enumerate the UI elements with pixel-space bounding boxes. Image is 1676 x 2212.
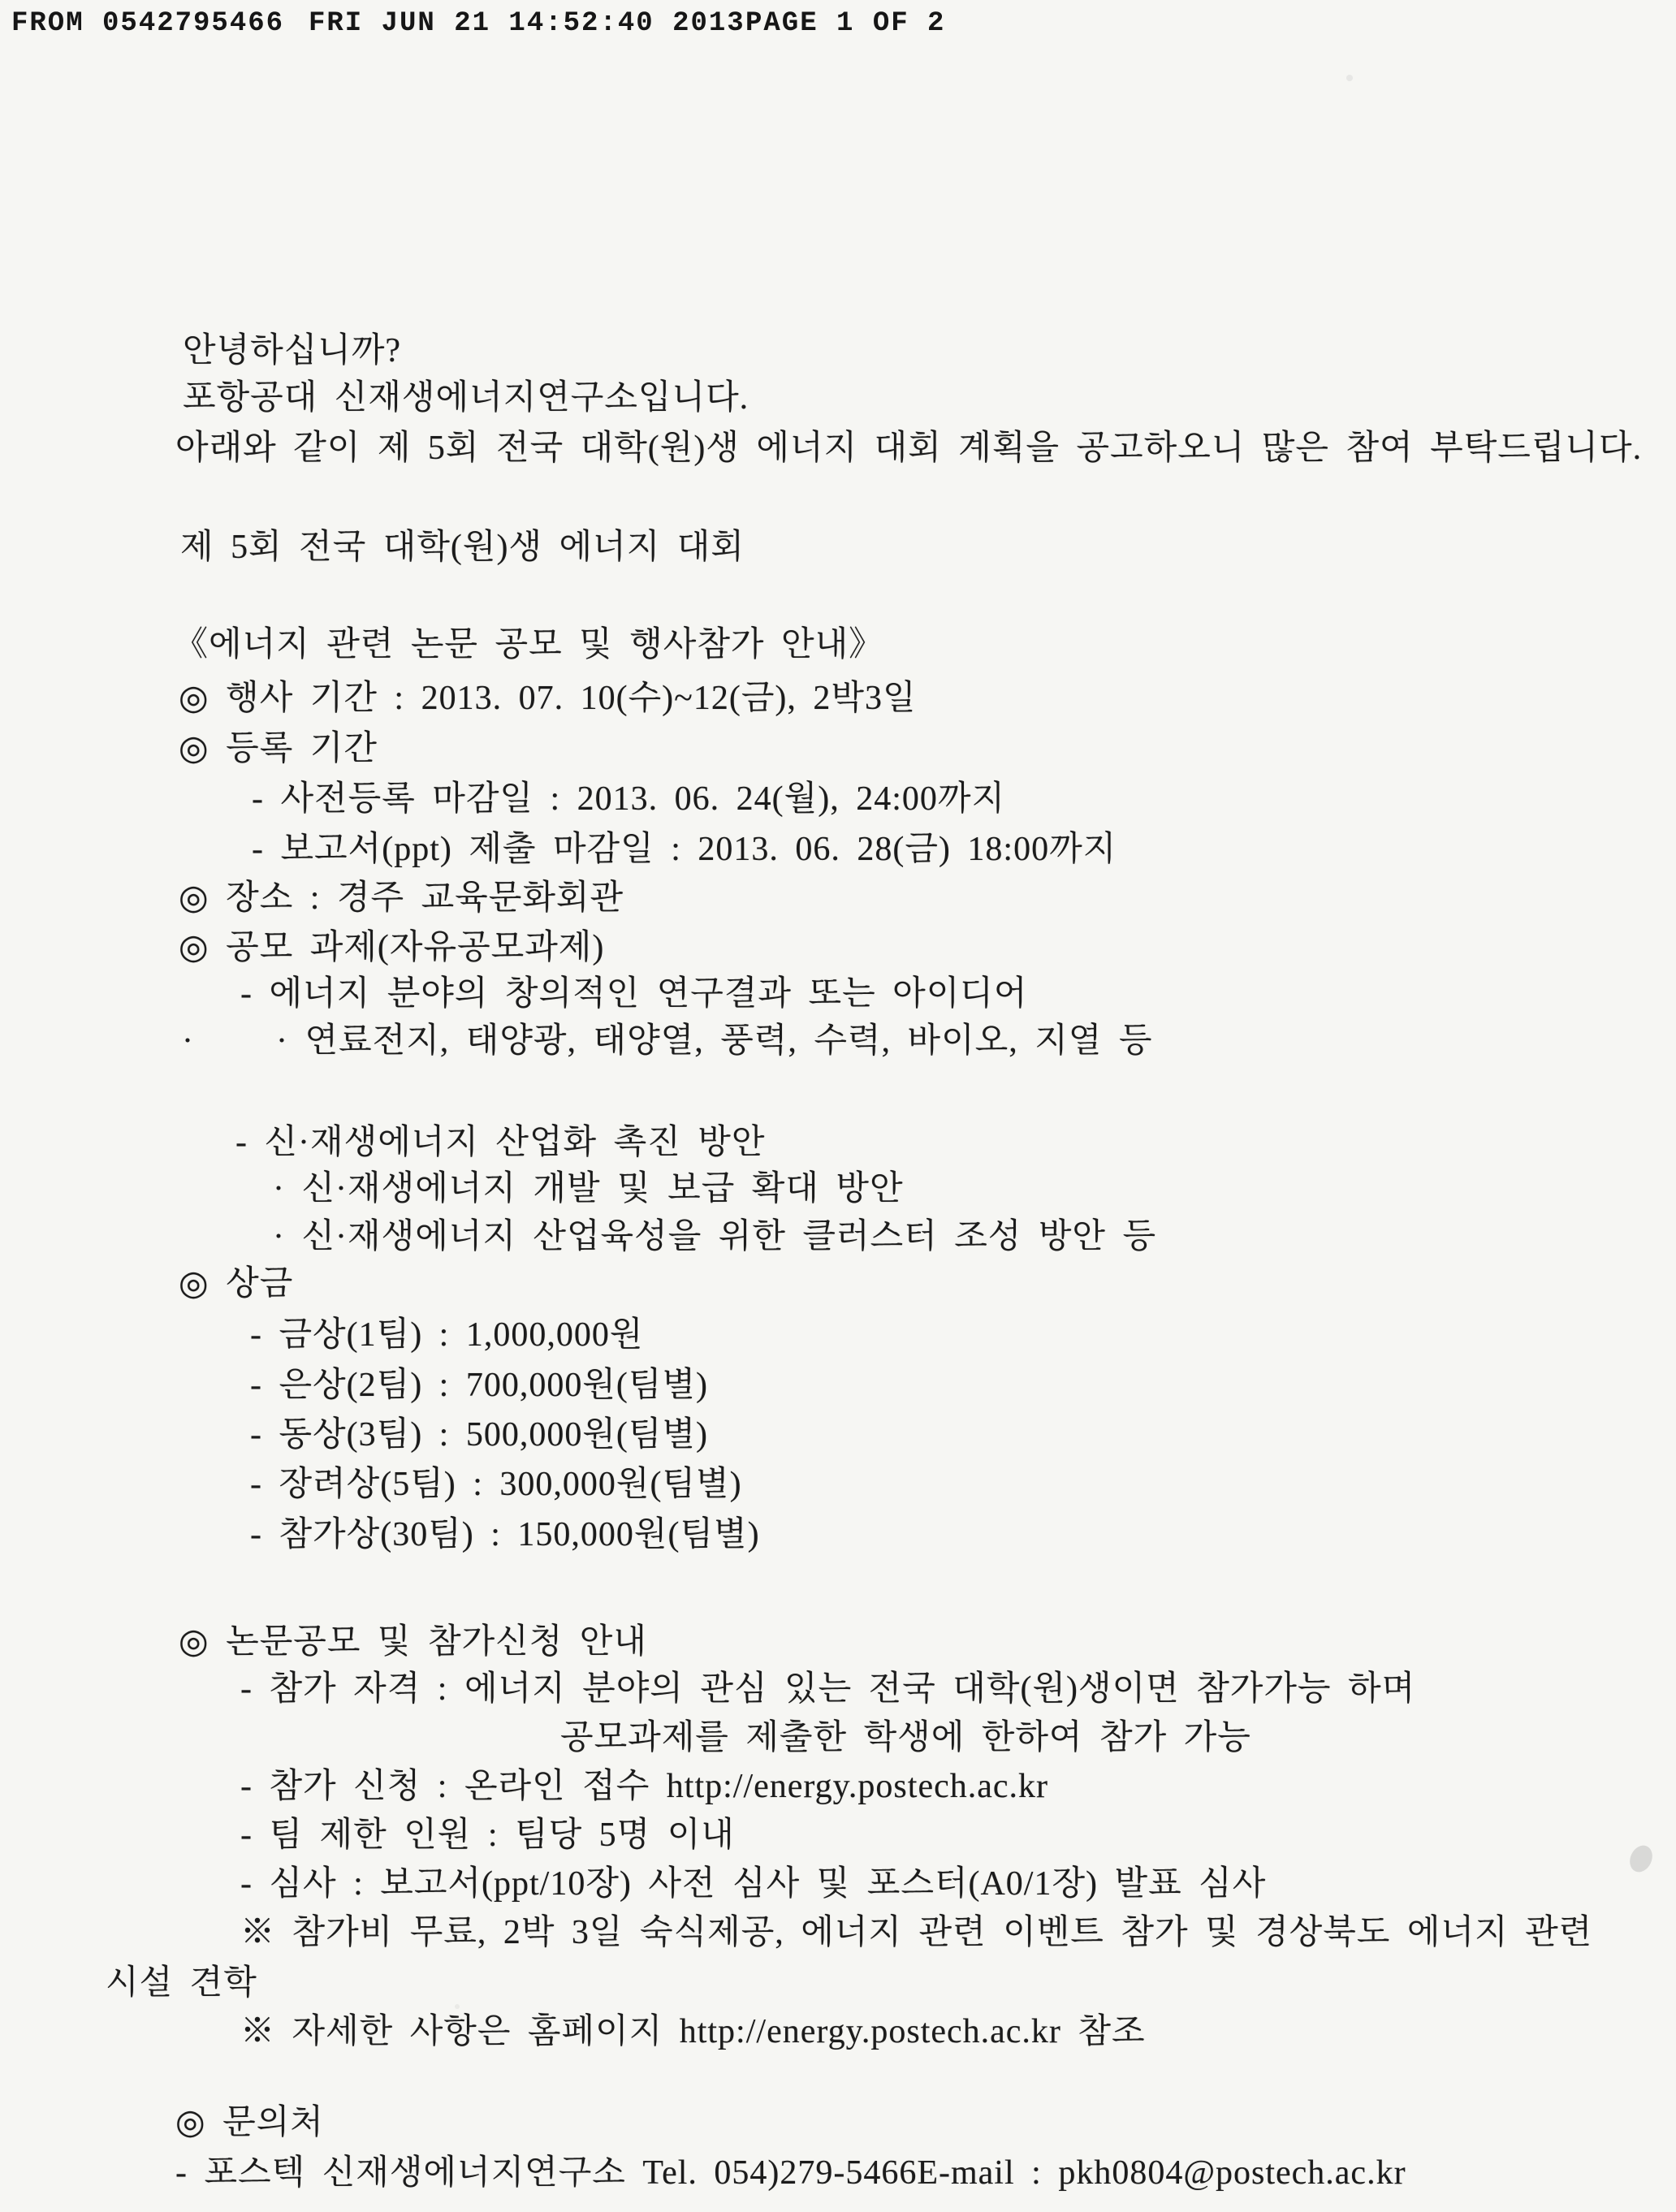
document-line: 공모과제를 제출한 학생에 한하여 참가 가능 [560, 1719, 1251, 1756]
document-line: ◎ 공모 과제(자유공모과제) [179, 929, 605, 966]
document-line: ※ 자세한 사항은 홈페이지 http://energy.postech.ac.kr 참조 [240, 2013, 1146, 2050]
document-line: - 은상(2팀) : 700,000원(팀별) [250, 1367, 709, 1404]
fax-sender-number: FROM 0542795466 [11, 8, 285, 39]
document-line: ◎ 등록 기간 [179, 730, 378, 767]
document-line: - 참가상(30팀) : 150,000원(팀별) [250, 1516, 760, 1553]
document-line: 포항공대 신재생에너지연구소입니다. [183, 379, 749, 417]
fax-page-count: PAGE 1 OF 2 [745, 8, 946, 39]
document-line: - 포스텍 신재생에너지연구소 Tel. 054)279-5466E-mail : pkh0804@postech.ac.kr [175, 2154, 1406, 2192]
document-line: - 동상(3팀) : 500,000원(팀별) [250, 1416, 709, 1454]
document-line: - 장려상(5팀) : 300,000원(팀별) [250, 1466, 742, 1503]
document-line: ※ 참가비 무료, 2박 3일 숙식제공, 에너지 관련 이벤트 참가 및 경상북도 에너지 관련 [240, 1914, 1593, 1951]
fax-datetime: FRI JUN 21 14:52:40 2013 [309, 8, 745, 39]
document-line: ◎ 장소 : 경주 교육문화회관 [179, 879, 624, 917]
document-line: 아래와 같이 제 5회 전국 대학(원)생 에너지 대회 계획을 공고하오니 많은 참여 부탁드립니다. [175, 430, 1643, 467]
scan-speck-artifact [1346, 75, 1353, 81]
document-line: 시설 견학 [106, 1964, 257, 2002]
document-line: 제 5회 전국 대학(원)생 에너지 대회 [180, 529, 745, 566]
scan-speck-artifact [455, 2004, 460, 2009]
document-line: ◎ 문의처 [175, 2104, 324, 2141]
document-line: - 금상(1팀) : 1,000,000원 [250, 1316, 644, 1354]
document-line: - 사전등록 마감일 : 2013. 06. 24(월), 24:00까지 [252, 780, 1006, 818]
document-line: - 팀 제한 인원 : 팀당 5명 이내 [240, 1817, 735, 1854]
document-line: 안녕하십니까? [183, 332, 402, 369]
document-line: ◎ 상금 [179, 1265, 294, 1303]
document-line: · [182, 1022, 194, 1060]
document-line: - 신·재생에너지 산업화 촉진 방안 [235, 1124, 766, 1161]
document-line: · 연료전지, 태양광, 태양열, 풍력, 수력, 바이오, 지열 등 [276, 1022, 1153, 1060]
document-line: 《에너지 관련 논문 공모 및 행사참가 안내》 [174, 626, 884, 663]
document-line: - 참가 신청 : 온라인 접수 http://energy.postech.ac.kr [240, 1768, 1048, 1805]
document-line: · 신·재생에너지 개발 및 보급 확대 방안 [273, 1170, 904, 1208]
document-line: - 심사 : 보고서(ppt/10장) 사전 심사 및 포스터(A0/1장) 발표 심사 [240, 1865, 1267, 1903]
document-line: - 에너지 분야의 창의적인 연구결과 또는 아이디어 [240, 975, 1028, 1013]
scan-smudge-artifact [1626, 1842, 1657, 1876]
document-line: ◎ 행사 기간 : 2013. 07. 10(수)~12(금), 2박3일 [179, 680, 917, 717]
document-line: - 보고서(ppt) 제출 마감일 : 2013. 06. 28(금) 18:00까지 [252, 831, 1117, 868]
document-line: - 참가 자격 : 에너지 분야의 관심 있는 전국 대학(원)생이면 참가가능 하며 [240, 1670, 1416, 1708]
document-line: ◎ 논문공모 및 참가신청 안내 [179, 1623, 647, 1661]
document-line: · 신·재생에너지 산업육성을 위한 클러스터 조성 방안 등 [273, 1218, 1157, 1255]
